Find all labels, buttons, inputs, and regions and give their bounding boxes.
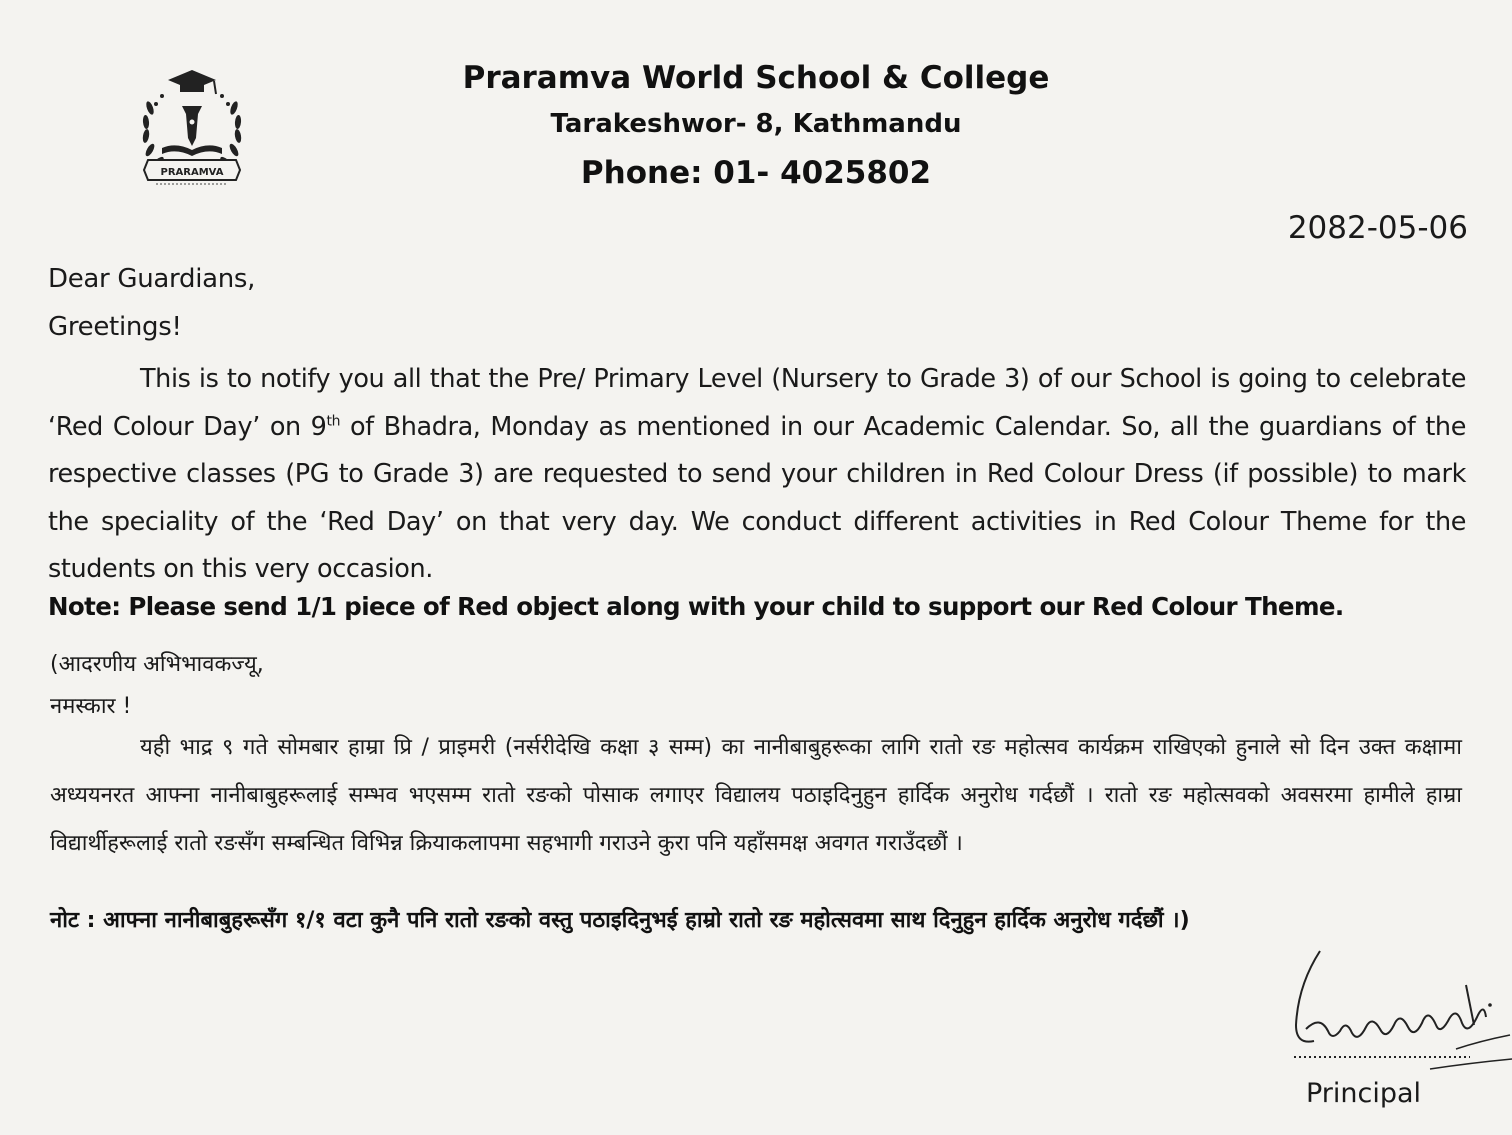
- nepali-salutation: (आदरणीय अभिभावकज्यू,: [50, 652, 264, 677]
- nepali-body: यही भाद्र ९ गते सोमबार हाम्रा प्रि / प्राइमरी (नर्सरीदेखि कक्षा ३ सम्म) का नानीबाबुहरूका लागि रातो रङ महोत्सव कार्यक्रम राखिएको हुनाले सो दिन उक्त कक्षामा अध्ययनरत आफ्ना नानीबाबुहरूलाई सम्भव भएसम्म रातो रङको पोसाक लगाएर विद्यालय पठाइदिनुहुन हार्दिक अनुरोध गर्दछौं । रातो रङ महोत्सवको अवसरमा हामीले हाम्रा विद्यार्थीहरूलाई रातो रङसँग सम्बन्धित विभिन्न क्रियाकलापमा सहभागी गराउने कुरा पनि यहाँसमक्ष अवगत गराउँदछौं ।: [50, 735, 1462, 856]
- english-body: [48, 356, 1466, 594]
- school-name: Praramva World School & College: [462, 60, 1050, 96]
- principal-signature: [1280, 945, 1512, 1075]
- english-salutation: Dear Guardians,: [48, 264, 256, 294]
- english-note: Note: Please send 1/1 piece of Red object along with your child to support our Red Colour Theme.: [48, 592, 1344, 621]
- logo-text: PRARAMVA: [160, 167, 224, 178]
- nepali-greeting: नमस्कार !: [50, 694, 132, 719]
- school-address: Tarakeshwor- 8, Kathmandu: [550, 109, 962, 139]
- school-phone: Phone: 01- 4025802: [580, 155, 932, 191]
- letterhead: [380, 56, 1132, 198]
- english-greeting: Greetings!: [48, 312, 182, 342]
- school-logo: [136, 66, 248, 190]
- english-body-part2: of Bhadra, Monday as mentioned in our Academic Calendar. So, all the guardians of the respective classes (PG to Grade 3) are requested to send your children in Red Colour Dress (if possible) to mark the speciality of the ‘Red Day’ on that very day. We conduct different activities in Red Colour Theme for the students on this very occasion.: [48, 411, 1466, 584]
- letter-date: 2082-05-06: [1287, 210, 1468, 246]
- nepali-note: नोट : आफ्ना नानीबाबुहरूसँग १/१ वटा कुनै पनि रातो रङको वस्तु पठाइदिनुभई हाम्रो रातो रङ महोत्सवमा साथ दिनुहुन हार्दिक अनुरोध गर्दछौं ।): [50, 908, 1190, 933]
- english-body-sup: th: [326, 413, 341, 429]
- english-body-part1: This is to notify you all that the Pre/ Primary Level (Nursery to Grade 3) of our School is going to celebrate ‘Red Colour Day’ on 9: [48, 364, 1466, 442]
- principal-title: Principal: [1306, 1078, 1422, 1109]
